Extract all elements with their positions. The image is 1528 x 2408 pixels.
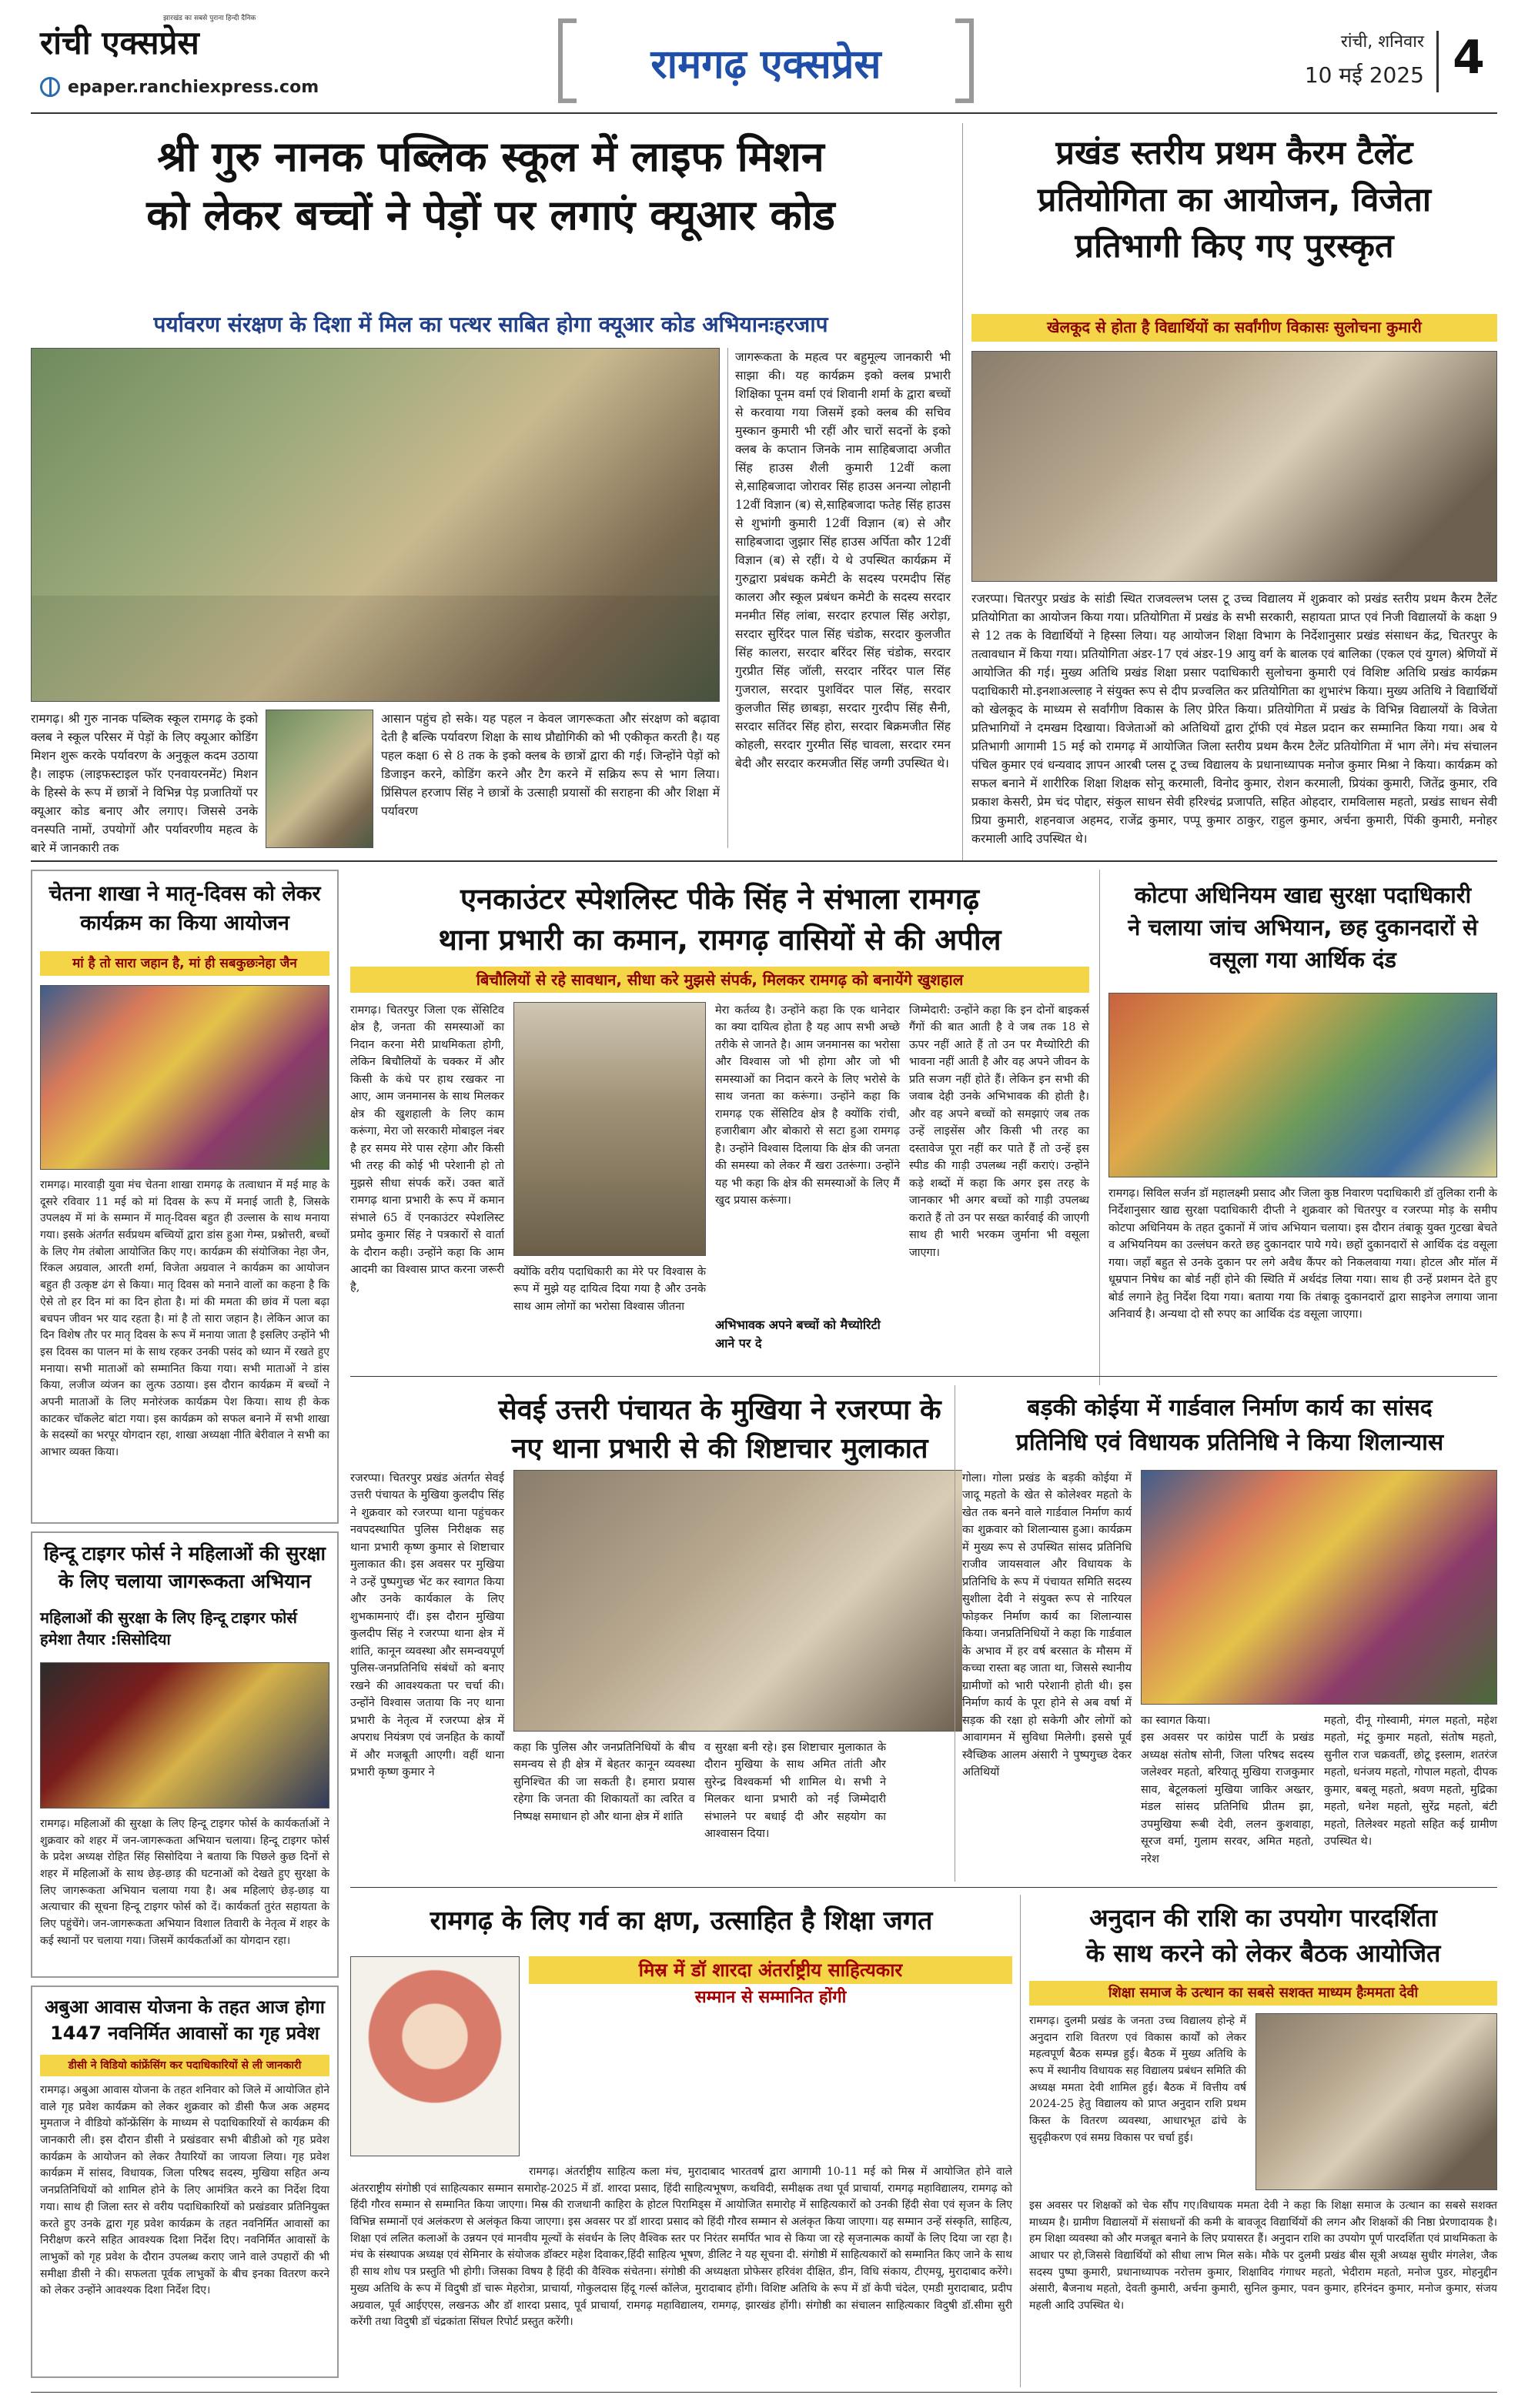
story-gardwall-full <box>962 1385 1497 1882</box>
kotpa-headline-line2: ने चलाया जांच अभियान, छह दुकानदारों से <box>1128 914 1478 941</box>
globe-icon <box>40 77 60 97</box>
police-col4: जिम्मेदारी: उन्होंने कहा कि इन दोनों बाइकर्स गैंगों की बात आती है वे जब तक 18 से ऊपर नहीं आते हैं तो उन पर मैच्योरिटी की भावना नहीं आती है और वह अपने जीवन के प्रति सजग नहीं होते हैं। लेकिन इन सभी की जवाब देही उनके अभिभावक की होती है। और वह अपने बच्चों को समझाएं जब तक उन्हें लाइसेंस और किसी भी तरह का दस्तावेज पूरा नहीं कर पाते हैं तो उन्हें इस स्पीड की गाड़ी उपलब्ध नहीं कराएं। उन्होंने कड़े शब्दों में कहा कि अगर इस तरह के जानकार भी अगर बच्चों को गाड़ी उपलब्ध कराते हैं तो उन पर सख्त कार्रवाई की जाएगी साथ ही भारी भरकम जुर्माना भी वसूला जाएगा। <box>909 1004 1089 1259</box>
sharda-body: रामगढ़। अंतर्राष्ट्रीय साहित्य कला मंच, मुरादाबाद भारतवर्ष द्वारा आगामी 10-11 मई को मिस्र में आयोजित होने वाले अंतरराष्ट्रीय संगोष्ठी एवं साहित्यकार सम्मान समारोह-2025 में डॉ. शारदा प्रसाद, हिंदी साहित्यभूषण, कथविदी, समीक्षक तथा पूर्व प्राचार्या, रामगढ़ महाविद्यालय, रामगढ़ को हिंदी गौरव सम्मान से सम्मानित किया जाएगा। मिस्र की राजधानी काहिरा के होटल पिरामिड्स में आयोजित समारोह में साहित्यकारों को उनकी हिंदी सेवा एवं सृजन के लिए विभिन्न सम्मानों एवं अलंकरण से अलंकृत किया जाएगा। इस अवसर पर डॉ शारदा प्रसाद को हिंदी गौरव सम्मान से अलंकृत किया जाएगा। यह सम्मान उन्हें संस्कृति, साहित्य, शिक्षा एवं ललित कलाओं के उन्नयन एवं मानवीय मूल्यों के संवर्धन के लिए वैश्विक स्तर पर निरंतर समर्पित भाव से किया जा रहे सृजनात्मक कार्यों के लिए दिया जा रहा है। मंच के संस्थापक अध्यक्ष एवं सेमिनार के संयोजक डॉक्टर महेश दिवाकर,हिंदी साहित्य भूषण, डीलिट ने यह सूचना दी. संगोष्ठी में साहित्यकारों को सम्मानित किए जाने के साथ ही साथ शोध पत्र प्रस्तुति भी होगी। जिसका विषय है हिंदी की वैश्विक संचेतना। संगोष्ठी की अध्यक्षता प्रोफेसर हरिवंश दीक्षित, डीन, विधि संकाय, टीएमयू, मुरादाबाद करेंगे। मुख्य अतिथि के रूप में विदुषी डॉ चारू मेहरोत्रा, प्राचार्या, गोकुलदास हिंदू गर्ल्स कॉलेज, मुरादाबाद होंगी। विशिष्ट अतिथि के रूप में डॉ केपी चंदेल, एमडी मुरादाबाद, प्रदीप अग्रवाल, पूर्व आईएएस, लखनऊ और डॉ शारदा प्रसाद, पूर्व प्राचार्या, रामगढ़ महाविद्यालय, रामगढ़, झारखंड होंगी। संगोष्ठी का संचालन साहित्यकार विदुषी डॉ.सीमा सुरी करेंगी तथा विदुषी डॉ चंद्रकांता सिंघल रिपोर्ट प्रस्तुत करेंगी। <box>350 2166 1012 2329</box>
carrom-body: रजरप्पा। चितरपुर प्रखंड के सांडी स्थित राजवल्लभ प्लस टू उच्च विद्यालय में शुक्रवार को प्रखंड स्तरीय प्रथम कैरम टैलेंट प्रतियोगिता का आयोजन किया गया। प्रतियोगिता में प्रखंड के सभी सरकारी, सहायता प्राप्त एवं निजी विद्यालयों के कक्षा 9 से 12 तक के विद्यार्थियों ने हिस्सा लिया। यह आयोजन शिक्षा विभाग के निर्देशानुसार प्रखंड संसाधन केंद्र, चितरपुर के तत्वावधान में किया गया। प्रतियोगिता अंडर-17 एवं अंडर-19 आयु वर्ग के बालक एवं बालिका (एकल एवं युगल) श्रेणियों में आयोजित की गई। मुख्य अतिथि प्रखंड शिक्षा प्रसार पदाधिकारी सुलोचना कुमारी एवं विशिष्ट अतिथि प्रखंड कार्यक्रम पदाधिकारी मो.इनशाअल्लाह ने संयुक्त रूप से दीप प्रज्वलित कर प्रतियोगिता का शुभारंभ किया। मुख्य अतिथि ने विद्यार्थियों को खेलकूद के माध्यम से सर्वांगीण विकास के लिए प्रेरित किया। प्रतियोगिता में प्रखंड के विभिन्न विद्यालयों के विजेता प्रतिभागियों ने दमखम दिखाया। विजेताओं को अतिथियों द्वारा ट्रॉफी एवं मेडल प्रदान कर सम्मानित किया गया। अब ये प्रतिभागी आगामी 15 मई को रामगढ़ में आयोजित जिला स्तरीय प्रथम कैरम टैलेंट प्रतियोगिता में भाग लेंगे। मंच संचालन पंचिल कुमार एवं धन्यवाद ज्ञापन आरबी प्लस टू उच्च विद्यालय के प्रधानाध्यापक मनोज कुमार मिश्रा ने किया। कार्यक्रम को सफल बनाने में शारीरिक शिक्षा शिक्षक सोनू करमाली, विनोद कुमार, रोशन करमाली, प्रियंका कुमारी, जितेंद्र कुमार, रवि प्रकाश केसरी, प्रेम चंद पोद्दार, संकुल साधन सेवी हरिश्चंद्र प्रजापति, सहित ओहदार, रामविलास महतो, प्रखंड साधन सेवी प्रिया कुमारी, शहनवाज अहमद, राजेंद्र कुमार, पप्पू कुमार ठाकुर, राहुल कुमार, अर्चना कुमारी, पिंकी कुमारी, मनोहर करमाली आदि उपस्थित थे। <box>971 592 1497 847</box>
gardwall-col2a: का स्वागत किया। <box>1141 1715 1211 1727</box>
brand-tagline: झारखंड का सबसे पुराना हिन्दी दैनिक <box>163 15 256 22</box>
gardwall-col1: गोला। गोला प्रखंड के बड़की कोईया में जादू महतो के खेत से कोलेश्वर महतो के खेत तक बनने वाले गार्डवाल निर्माण कार्य का शुक्रवार को शिलान्यास हुआ। कार्यक्रम में मुख्य रूप से उपस्थित सांसद प्रतिनिधि राजीव जायसवाल और विधायक के प्रतिनिधि के रूप में पंचायत समिति सदस्य सुशीला देवी ने संयुक्त रूप से नारियल फोड़कर निर्माण कार्य का शिलान्यास किया। जनप्रतिनिधियों ने कहा कि गार्डवाल के अभाव में हर वर्ष बरसात के मौसम में कच्चा रास्ता बह जाता था, जिससे स्थानीय ग्रामीणों को भारी परेशानी होती थी। इस निर्माण कार्य के पूरा होने से अब वर्षा में सड़क की रक्षा हो सकेगी और लोगों को आवागमन में सुविधा मिलेगी। इससे पूर्व स्वैच्छिक आलम अंसारी ने पुष्पगुच्छ देकर अतिथियों <box>962 1472 1132 1778</box>
school-subhead: पर्यावरण संरक्षण के दिशा में मिल का पत्थर साबित होगा क्यूआर कोड अभियानःहरजाप <box>153 312 828 337</box>
gardwall-headline-line2: प्रतिनिधि एवं विधायक प्रतिनिधि ने किया शिलान्यास <box>1015 1429 1444 1457</box>
police-headline-line2: थाना प्रभारी का कमान, रामगढ़ वासियों से की अपील <box>438 922 1001 957</box>
gardwall-col2 <box>1141 1712 1314 1878</box>
police-caption: क्योंकि वरीय पदाधिकारी का मेरे पर विश्वास के रूप में मुझे यह दायित्व दिया गया है और उनके साथ आम लोगों का भरोसा विश्वास जीतना <box>513 1266 706 1313</box>
carrom-headline-line1: प्रखंड स्तरीय प्रथम कैरम टैलेंट <box>1055 134 1413 172</box>
story-hindu-tiger <box>31 1531 339 1978</box>
page-divider <box>1436 31 1439 92</box>
anudan-headline-line2: के साथ करने को लेकर बैठक आयोजित <box>1085 1938 1441 1968</box>
sharda-subhead-line1: मिस्र में डॉ शारदा अंतर्राष्ट्रीय साहित्यकार <box>529 1956 1012 1984</box>
row2-rule <box>350 1376 1497 1377</box>
awas-headline-line1: अबुआ आवास योजना के तहत आज होगा <box>44 1996 326 2018</box>
school-caption: रामगढ़। श्री गुरु नानक पब्लिक स्कूल रामगढ़ के इको क्लब ने स्कूल परिसर में पेड़ों के लिए क्यूआर कोडिंग मिशन शुरू करके पर्यावरण के अनुकूल कदम उठाया है। लाइफ (लाइफस्टाइल फॉर एनवायरनमेंट) मिशन के हिस्से के रूप में छात्रों ने विभिन्न पेड़ प्रजातियों पर क्यूआर कोड बनाए और लगाए। जिससे उनके वनस्पति नामों, उपयोगों और पर्यावरणीय महत्व के बारे में जानकारी तक <box>31 712 258 856</box>
anudan-subhead: शिक्षा समाज के उत्थान का सबसे सशक्त माध्यम हैःममता देवी <box>1029 1981 1497 2006</box>
anudan-headline-line1: अनुदान की राशि का उपयोग पारदर्शिता <box>1089 1903 1437 1932</box>
anudan-body: इस अवसर पर शिक्षकों को चेक सौंप गए।विधायक ममता देवी ने कहा कि शिक्षा समाज के उत्थान का सबसे सशक्त माध्यम है। ग्रामीण विद्यालयों में संसाधनों की कमी के बावजूद विद्यार्थियों की लगन और शिक्षकों की निष्ठा प्रेरणादायक है। हम शिक्षा व्यवस्था को और मजबूत बनाने के लिए प्रयासरत हैं। अनुदान राशि का उपयोग पूर्ण पारदर्शिता एवं प्राथमिकता के आधार पर हो,जिससे विद्यार्थियों को सीधा लाभ मिल सके। मौके पर दुलमी प्रखंड बीस सूत्री अध्यक्ष सुधीर मंगलेश, जैक सदस्य पुष्पा कुमारी, प्रधानाध्यापक नरोत्तम कुमार, शिक्षाविद गंगाधर महतो, भेदीराम महतो, मनोज पुडर, मोहनुद्दीन अंसारी, बैजनाथ महतो, देवती कुमारी, अर्चना कुमारी, सुनिल कुमार, पवन कुमार, हरिनंदन कुमार, मनोज कुमार, संजय महली आदि उपस्थित थे। <box>1029 2199 1497 2313</box>
sharda-subhead <box>529 1956 1012 2012</box>
masthead <box>0 0 1528 108</box>
tiger-subhead <box>40 1607 329 1650</box>
awas-headline <box>32 1996 337 2045</box>
section-title: रामगढ़ एक्सप्रेस <box>650 42 881 88</box>
tiger-photo <box>40 1662 329 1809</box>
carrom-headline-line3: प्रतिभागी किए गए पुरस्कृत <box>1075 227 1394 266</box>
kotpa-headline-line3: वसूला गया आर्थिक दंड <box>1209 947 1396 974</box>
epaper-url: epaper.ranchiexpress.com <box>68 77 319 97</box>
police-photo <box>513 1002 706 1256</box>
police-headline <box>350 882 1089 957</box>
carrom-photo <box>971 351 1497 582</box>
tiger-headline-line1: हिन्दू टाइगर फोर्स ने महिलाओं की सुरक्षा <box>43 1542 326 1565</box>
issue-date: 10 मई 2025 <box>1304 62 1424 88</box>
story-kotpa <box>1108 870 1497 1370</box>
carrom-headline-line2: प्रतियोगिता का आयोजन, विजेता <box>1038 180 1431 219</box>
tiger-headline-line2: के लिए चलाया जागरूकता अभियान <box>59 1569 311 1592</box>
brand-logo <box>40 15 271 66</box>
story-chetna <box>31 870 339 1524</box>
sharda-headline: रामगढ़ के लिए गर्व का क्षण, उत्साहित है शिक्षा जगत <box>430 1905 933 1936</box>
awas-headline-line2: 1447 नवनिर्मित आवासों का गृह प्रवेश <box>50 2022 319 2045</box>
gardwall-col2b: इस अवसर पर कांग्रेस पार्टी के प्रखंड अध्यक्ष संतोष सोनी, जिला परिषद सदस्य जलेश्वर महतो, बरियातू मुखिया राजकुमार साव, बेटूलकलां मुखिया जाकिर अख्तर, मंडल सांसद प्रतिनिधि प्रीतम झा, उपमुखिया रूबी देवी, ललन कुशवाहा, सूरज वर्मा, गुलाम सरवर, अमित महतो, नरेश <box>1141 1732 1314 1865</box>
brand-name: रांची एक्सप्रेस <box>40 24 199 62</box>
tiger-subhead-line2: हमेशा तैयार :सिसोदिया <box>40 1630 171 1648</box>
masthead-rule <box>31 112 1497 114</box>
school-col-rule <box>727 348 728 848</box>
gardwall-photo <box>1141 1470 1497 1705</box>
kotpa-headline-line1: कोटपा अधिनियम खाद्य सुरक्षा पदाधिकारी <box>1134 882 1472 908</box>
chetna-headline-line1: चेतना शाखा ने मातृ-दिवस को लेकर <box>48 882 321 906</box>
story-police <box>350 870 1089 1370</box>
sevai-col1: रजरप्पा। चितरपुर प्रखंड अंतर्गत सेवई उत्तरी पंचायत के मुखिया कुलदीप सिंह ने शुक्रवार को रजरप्पा थाना पहुंचकर नवपदस्थापित पुलिस निरीक्षक सह थाना प्रभारी कृष्ण कुमार से शिष्टाचार मुलाकात की। इस अवसर पर मुखिया ने उन्हें पुष्पगुच्छ भेंट कर स्वागत किया और उनके कार्यकाल के लिए शुभकामनाएं दीं। इस दौरान मुखिया कुलदीप सिंह ने रजरप्पा थाना क्षेत्र में शांति, कानून व्यवस्था और समन्वयपूर्ण पुलिस-जनप्रतिनिधि संबंधों को बनाए रखने की आवश्यकता पर चर्चा की। उन्होंने विश्वास जताया कि नए थाना प्रभारी के नेतृत्व में रजरप्पा क्षेत्र में अपराध नियंत्रण एवं जनहित के कार्यों में और मजबूती आएगी। वहीं थाना प्रभारी कृष्ण कुमार ने <box>350 1472 504 1778</box>
tiger-headline <box>32 1542 337 1592</box>
school-headline-line2: को लेकर बच्चों ने पेड़ों पर लगाएं क्यूआर कोड <box>146 190 835 239</box>
chetna-body: रामगढ़। मारवाड़ी युवा मंच चेतना शाखा रामगढ़ के तत्वाधान में मई माह के दूसरे रविवार 11 मई को मां दिवस के रूप में मनाई जाती है, जिसके उपलक्ष्य में मां के सम्मान में मातृ-दिवस बहुत ही उल्लास के साथ मनाया गया। इसके अंतर्गत सर्वप्रथम बच्चियों द्वारा डांस हुआ गेम्स, प्रश्नोत्तरी, बच्चों के लिए गेम तंबोला आयोजित किए गए। कार्यक्रम की संयोजिका नेहा जैन, रिंकल अग्रवाल, आरती शर्मा, विजेता अग्रवाल ने कार्यक्रम का आयोजन बहुत ही उत्कृष्ट ढंग से किया। मातृ दिवस को मनाने वालों का कहना है कि ऐसे तो हर दिन मां का दिन होता है। मां की ममता की छांव में पला बढ़ा बचपन जीवन भर याद रहता है। मां है तो सारा जहान है। लेकिन आज का दिन विशेष तौर पर मातृ दिवस के रूप में मनाया जाता है इसलिए उन्होंने भी इस दिवस का पालन मां के साथ रहकर उनकी पसंद को ध्यान में रखते हुए मनाया। सभी माताओं को सम्मानित किया गया। सभी माताओं ने डांस किया, लजीज व्यंजन का लुत्फ उठाया। इस दौरान कार्यक्रम में बच्चों ने अपनी माताओं के लिए मनोरंजक कार्यक्रम पेश किया। साथ ही केक काटकर चॉकलेट बांटा गया। इस कार्यक्रम को सफल बनाने में सभी शाखा के सदस्यों का भरपूर योगदान रहा, शाखा अध्यक्षा नीति बेरीवाल ने सभी का आभार व्यक्त किया। <box>40 1179 329 1458</box>
row1-rule <box>31 860 1497 862</box>
tiger-body: रामगढ़। महिलाओं की सुरक्षा के लिए हिन्दू टाइगर फोर्स के कार्यकर्ताओं ने शुक्रवार को शहर में जन-जागरूकता अभियान चलाया। हिन्दू टाइगर फोर्स के प्रदेश अध्यक्ष रोहित सिंह सिसोदिया ने बताया कि पिछले कुछ दिनों से शहर में महिलाओं के साथ छेड़-छाड़ की घटनाओं को देखते हुए सुरक्षा के लिए जागरूकता अभियान चलाया गया है। अब महिलाएं छेड़-छाड़ या अत्याचार की सूचना हिन्दू टाइगर फोर्स को दें। कार्यकर्ता तुरंत सहायता के लिए पहुंचेंगे। जन-जागरूकता अभियान विशाल तिवारी के नेतृत्व में शहर के कई स्थानों पर चलाया गया। जिसमें कार्यकर्ताओं का योगदान रहा। <box>40 1818 329 1947</box>
sevai-col2: कहा कि पुलिस और जनप्रतिनिधियों के बीच समन्वय से ही क्षेत्र में बेहतर कानून व्यवस्था सुनिश्चित की जा सकती है। हमारा प्रयास रहेगा कि जनता की शिकायतों का त्वरित व निष्पक्ष समाधान हो और थाना क्षेत्र में शांति <box>513 1742 695 1823</box>
police-subhead: बिचौलियों से रहे सावधान, सीधा करे मुझसे संपर्क, मिलकर रामगढ़ को बनायेंगे खुशहाल <box>350 967 1089 993</box>
carrom-headline <box>971 134 1497 266</box>
gardwall-col3: महतो, दीनू गोस्वामी, मंगल महतो, महेश महतो, मंटू कुमार महतो, संतोष महतो, सुनील राज चक्रवर्ती, छोटू इस्लाम, शतरंज महतो, धनंजय महतो, गोपाल महतो, दीपक कुमार, बबलू महतो, श्रवण महतो, मुद्रिका महतो, धनेश महतो, सुरेंद्र महतो, बंटी महतो, तिलेश्वर महतो सहित कई ग्रामीण उपस्थित थे। <box>1324 1715 1497 1849</box>
story-anudan <box>1029 1895 1497 2387</box>
tiger-subhead-line1: महिलाओं की सुरक्षा के लिए हिन्दू टाइगर फोर्स <box>40 1608 297 1627</box>
chetna-subhead: मां है तो सारा जहान है, मां ही सबकुछःनेहा जैन <box>40 951 329 976</box>
epaper-link[interactable] <box>40 75 319 99</box>
police-col3-bold: अभिभावक अपने बच्चों को मैच्योरिटी आने पर दे <box>715 1318 881 1351</box>
police-col3: मेरा कर्तव्य है। उन्होंने कहा कि एक थानेदार का क्या दायित्व होता है यह आप सभी अच्छे तरीके से जानते है। आम जनमानस का भरोसा और विश्वास जो भी होगा और जो भी समस्याओं का निदान करने के लिए भरोसे के साथ जनता का करूंगा। उन्होंने कहा कि रामगढ़ एक सेंसिटिव क्षेत्र है क्योंकि रांची, हजारीबाग और बोकारो से सटा हुआ रामगढ़ है। उन्होंने विश्वास दिलाया कि क्षेत्र की जनता की समस्या को लेकर मैं खरा उतरूंगा। उन्होंने यह भी कहा कि क्षेत्र की समस्याओं के लिए मैं खुद प्रयास करूंगा। <box>715 1004 900 1207</box>
anudan-col1: रामगढ़। दुलमी प्रखंड के जनता उच्च विद्यालय होन्हे में अनुदान राशि वितरण एवं विकास कार्यों को लेकर महत्वपूर्ण बैठक सम्पन्न हुई। बैठक में मुख्य अतिथि के रूप में स्थानीय विधायक सह विद्यालय प्रबंधन समिति की अध्यक्ष ममता देवी शामिल हुई। बैठक में वित्तीय वर्ष 2024-25 हेतु विद्यालय को प्राप्त अनुदान राशि प्रथम किस्त के वितरण व्यवस्था, आधारभूत ढांचे के सुदृढ़ीकरण एवं समग्र विकास पर चर्चा हुई। <box>1029 2015 1246 2144</box>
gardwall-headline-text <box>962 1394 1497 1457</box>
row3-rule <box>350 1887 1497 1888</box>
school-headline <box>31 132 951 239</box>
kotpa-photo <box>1108 993 1497 1177</box>
awas-body: रामगढ़। अबुआ आवास योजना के तहत शनिवार को जिले में आयोजित होने वाले गृह प्रवेश कार्यक्रम को लेकर शुक्रवार को डीसी फैज अक अहमद मुमताज ने वीडियो कॉन्फ्रेंसिंग के माध्यम से पदाधिकारियों से कार्यक्रम की जानकारी ली। इस दौरान डीसी ने प्रखंडवार सभी बीडीओ को गृह प्रवेश कार्यक्रम के आयोजन को लेकर तैयारियों का जायजा लिया। गृह प्रवेश कार्यक्रम में सांसद, विधायक, जिला परिषद सदस्य, मुखिया सहित अन्य जनप्रतिनिधियों को शामिल होने के लिए आमंत्रित करने का निर्देश दिया गया। साथ ही जिला स्तर से वरीय पदाधिकारियों को प्रखंडवार प्रतिनियुक्त करते हुए उनके द्वारा गृह प्रवेश कार्यक्रम के तहत नवनिर्मित आवासों का निरीक्षण करने सहित आवश्यक दिशा निर्देश दिए। नवनिर्मित आवासों के लाभुकों को गृह प्रवेश के दौरान उपलब्ध कराए जाने वाले उपहारों की भी समीक्षा डीसी ने की। सफलता पूर्वक लाभुकों के बीच इनका वितरण करने को लेकर उन्होंने आवश्यक दिशा निर्देश दिए। <box>40 2084 329 2297</box>
kotpa-body: रामगढ़। सिविल सर्जन डॉ महालक्ष्मी प्रसाद और जिला कुष्ठ निवारण पदाधिकारी डॉ तुलिका रानी के निर्देशानुसार खाद्य सुरक्षा पदाधिकारी दीप्ती ने शुक्रवार को चितरपुर व रजरप्पा मोड़ के समीप कोटपा अधिनियम के तहत दुकानों में जांच अभियान चलाया। इस दौरान तंबाकू युक्त गुटखा बेचते व अभियनियम का उल्लंघन करते छह दुकानदार पाये गये। छहों दुकानदारों से आर्थिक दंड वसूला गया। जहाँ बहुत से उनके दुकान पर लगे अवैध कैंपर को निकलवाया गया। होटल और मॉल में धूम्रपान निषेध का बोर्ड नहीं होने की स्थिति में अर्थदंड लिया गया। साथ ही उन्हें प्रशमन देते हुए बोर्ड लगाने हेतु निर्देश दिया गया। बताया गया कि तंबाकू दुकानदारों द्वारा साइनेज लगाया जाना अनिवार्य है। अन्यथा दो सौ रुपए का आर्थिक दंड वसूला जाएगा। <box>1108 1187 1497 1321</box>
chetna-headline-line2: कार्यक्रम का किया आयोजन <box>80 910 289 935</box>
bottom-rule <box>31 2392 1497 2393</box>
sharda-subhead-line2: सम्मान से सम्मानित होंगी <box>694 1988 847 2007</box>
chetna-photo <box>40 985 329 1170</box>
police-headline-line1: एनकाउंटर स्पेशलिस्ट पीके सिंह ने संभाला रामगढ़ <box>460 882 979 916</box>
anudan-photo <box>1256 2013 1497 2190</box>
gardwall-headline-line1: बड़की कोईया में गार्डवाल निर्माण कार्य का सांसद <box>1027 1394 1433 1421</box>
school-col3: जागरूकता के महत्व पर बहुमूल्य जानकारी भी साझा की। यह कार्यक्रम इको क्लब प्रभारी शिक्षिका पूनम वर्मा एवं शिवानी शर्मा के द्वारा बच्चों से करवाया गया जिसमें इको क्लब की सचिव मुस्कान कुमारी भी रहीं और चारों सदनों के इको क्लब के कप्तान जिनके नाम साहिबजादा अजीत सिंह हाउस शैली कुमारी 12वीं कला से,साहिबजादा जोरावर सिंह हाउस अनन्या लोहानी 12वीं विज्ञान (ब) से,साहिबजादा फतेह सिंह हाउस से शुभांगी कुमारी 12वीं विज्ञान (ब) से और साहिबजादा जुझार सिंह हाउस अर्पिता कौर 12वीं विज्ञान (ब) से रहीं। ये थे उपस्थित कार्यक्रम में गुरुद्वारा प्रबंधक कमेटी के सदस्य परमदीप सिंह कालरा और स्कूल प्रबंधन कमेटी के सदस्य सरदार मनमीत सिंह लांबा, सरदार हरपाल सिंह अरोड़ा, सरदार सुरिंदर पाल सिंह चंडोक, सरदार कुलजीत सिंह कालरा, सरदार बरिंदर सिंह चंडोक, सरदार गुरप्रीत सिंह जॉली, सरदार नरिंदर पाल सिंह गुजराल, सरदार पुशविंदर पाल सिंह, सरदार कुलजीत सिंह छाबड़ा, सरदार गुरदीप सिंह सैनी, सरदार सतिंदर सिंह होरा, सरदार बिक्रमजीत सिंह कोहली, सरदार गुरमीत सिंह चावला, सरदार रमन बेदी और सरदार करमजीत सिंह जग्गी उपस्थित थे। <box>735 350 951 771</box>
sevai-col3: व सुरक्षा बनी रहे। इस शिष्टाचार मुलाकात के दौरान मुखिया के साथ अमित तांती और सुरेन्द्र विश्वकर्मा भी शामिल थे। सभी ने मिलकर थाना प्रभारी को नई जिम्मेदारी संभालने पर बधाई दी और सहयोग का आश्वासन दिया। <box>704 1742 886 1841</box>
police-col1: रामगढ़। चितरपुर जिला एक सेंसिटिव क्षेत्र है, जनता की समस्याओं का निदान करना मेरी प्राथमिकता होगी, लेकिन बिचौलियों के चक्कर में और किसी के कंधे पर हाथ रखकर ना आए, आम जनमानस के साथ मिलकर क्षेत्र की खुशहाली के लिए काम करूंगा, मेरा जो सरकारी मोबाइल नंबर है हर समय मेरे पास रहेगा और किसी भी तरह की कोई भी परेशानी हो तो मुझसे सीधा संपर्क करें। उक्त बातें रामगढ़ थाना प्रभारी के रूप में कमान संभाले 65 वें एनकाउंटर स्पेशलिस्ट प्रमोद कुमार सिंह ने पत्रकारों से वार्ता के दौरान कही। उन्होंने कहा कि आम आदमी का विश्वास प्राप्त करना जरूरी है, <box>350 1004 504 1294</box>
chetna-headline <box>32 882 337 936</box>
anudan-headline <box>1029 1904 1497 1969</box>
story-school <box>31 123 951 854</box>
school-headline-line1: श्री गुरु नानक पब्लिक स्कूल में लाइफ मिशन <box>157 132 824 181</box>
section-banner <box>558 18 974 103</box>
sharda-photo <box>350 1956 520 2156</box>
sharda-right-rule <box>1020 1895 1021 2387</box>
school-photo <box>31 348 720 702</box>
story-carrom <box>971 123 1497 854</box>
awas-subhead: डीसी ने विडियो कांफ्रेंसिंग कर पदाधिकारियों से ली जानकारी <box>40 2055 329 2076</box>
story-sharda <box>350 1895 1012 2387</box>
story-awas <box>31 1986 339 2378</box>
carrom-subhead: खेलकूद से होता है विद्यार्थियों का सर्वांगीण विकासः सुलोचना कुमारी <box>971 314 1497 342</box>
top-column-rule <box>962 123 963 862</box>
sevai-headline-line2: नए थाना प्रभारी से की शिष्टाचार मुलाकात <box>511 1433 928 1465</box>
page-number: 4 <box>1453 31 1485 85</box>
kotpa-headline <box>1108 882 1497 974</box>
sevai-headline-line1: सेवई उत्तरी पंचायत के मुखिया ने रजरप्पा के <box>498 1394 941 1426</box>
school-col2: आसान पहुंच हो सके। यह पहल न केवल जागरूकता और संरक्षण को बढ़ावा देती है बल्कि पर्यावरण शिक्षा के साथ प्रौद्योगिकी को भी एकीकृत करती है। यह पहल कक्षा 6 से 8 तक के इको क्लब के छात्रों द्वारा की गई। जिन्होंने पेड़ों को डिजाइन करने, कोडिंग करने और टैग करने में सक्रिय रूप से भाग लिया। प्रिंसिपल हरजाप सिंह ने छात्रों के उत्साही प्रयासों की सराहना की और शिक्षा में पर्यावरण <box>381 712 720 819</box>
school-photo-small <box>266 710 373 848</box>
city-day: रांची, शनिवार <box>1340 32 1424 52</box>
